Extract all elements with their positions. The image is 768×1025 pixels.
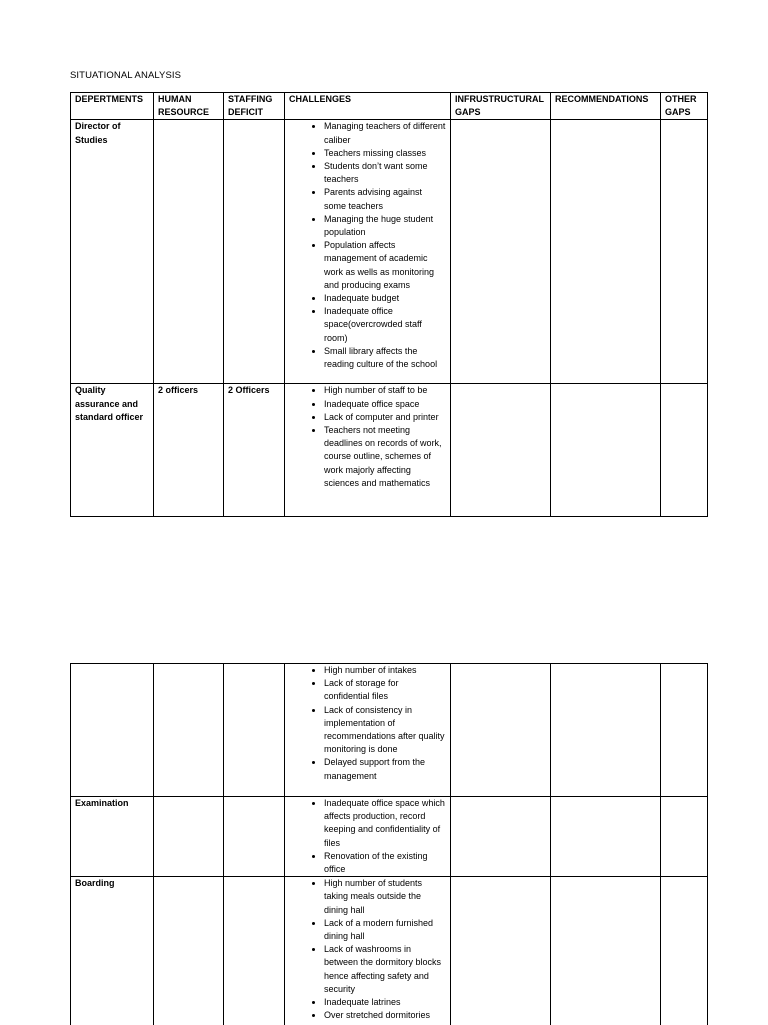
table-row — [71, 797, 708, 877]
challenges-cell — [285, 664, 451, 797]
other-gaps-cell — [661, 664, 708, 797]
challenge-item: • High number of students taking meals outside the dining hall — [324, 877, 446, 917]
challenge-item: • Students don’t want some teachers — [324, 160, 446, 186]
staffing-deficit-cell — [224, 877, 285, 1025]
situational-analysis-table-continued — [70, 663, 708, 1025]
challenge-item: • Small library affects the reading culture of the school — [324, 345, 446, 371]
staffing-deficit-cell — [224, 664, 285, 797]
recommendations-cell — [551, 384, 661, 517]
table-row — [71, 384, 708, 517]
challenge-item: • Managing teachers of different caliber — [324, 120, 446, 146]
challenge-item: • Inadequate office space — [324, 398, 446, 411]
staffing-deficit-cell — [224, 120, 285, 384]
department-cell: Quality assurance and standard officer — [71, 384, 154, 517]
challenges-list — [289, 384, 446, 490]
situational-analysis-table — [70, 92, 708, 517]
challenges-list — [289, 877, 446, 1022]
challenge-item: • Lack of washrooms in between the dormitory blocks hence affecting safety and security — [324, 943, 446, 996]
challenge-item: • Over stretched dormitories — [324, 1009, 446, 1022]
recommendations-cell — [551, 120, 661, 384]
staffing-deficit-cell — [224, 797, 285, 877]
other-gaps-cell — [661, 384, 708, 517]
challenge-item: • Inadequate budget — [324, 292, 446, 305]
infrastructural-gaps-cell — [451, 120, 551, 384]
department-cell — [71, 664, 154, 797]
other-gaps-cell — [661, 877, 708, 1025]
challenge-item: • Lack of a modern furnished dining hall — [324, 917, 446, 943]
recommendations-cell — [551, 877, 661, 1025]
header-recommendations: RECOMMENDATIONS — [551, 93, 661, 120]
challenge-item: • Teachers missing classes — [324, 147, 446, 160]
challenge-item: • Lack of computer and printer — [324, 411, 446, 424]
header-staffing-deficit: STAFFING DEFICIT — [224, 93, 285, 120]
human-resource-cell: 2 officers — [154, 384, 224, 517]
staffing-deficit-cell: 2 Officers — [224, 384, 285, 517]
challenge-item: • Delayed support from the management — [324, 756, 446, 782]
challenges-list — [289, 797, 446, 876]
department-cell: Examination — [71, 797, 154, 877]
recommendations-cell — [551, 797, 661, 877]
challenge-item: • Inadequate office space which affects production, record keeping and confidentiality of files — [324, 797, 446, 850]
challenge-item: • Lack of storage for confidential files — [324, 677, 446, 703]
challenges-cell — [285, 797, 451, 877]
recommendations-cell — [551, 664, 661, 797]
challenge-item: • Renovation of the existing office — [324, 850, 446, 876]
challenges-cell — [285, 120, 451, 384]
document-title: SITUATIONAL ANALYSIS — [70, 70, 182, 81]
human-resource-cell — [154, 877, 224, 1025]
challenge-item: • Inadequate latrines — [324, 996, 446, 1009]
human-resource-cell — [154, 797, 224, 877]
department-cell: Director of Studies — [71, 120, 154, 384]
header-row — [71, 93, 708, 120]
header-departments: DEPERTMENTS — [71, 93, 154, 120]
challenges-list — [289, 664, 446, 783]
infrastructural-gaps-cell — [451, 797, 551, 877]
header-challenges: CHALLENGES — [285, 93, 451, 120]
challenge-item: • Managing the huge student population — [324, 213, 446, 239]
challenge-item: • Population affects management of academic work as wells as monitoring and producing exams — [324, 239, 446, 292]
challenge-item: • Parents advising against some teachers — [324, 186, 446, 212]
infrastructural-gaps-cell — [451, 877, 551, 1025]
challenges-cell — [285, 877, 451, 1025]
infrastructural-gaps-cell — [451, 664, 551, 797]
infrastructural-gaps-cell — [451, 384, 551, 517]
table-row — [71, 877, 708, 1025]
challenge-item: • High number of staff to be — [324, 384, 446, 397]
department-cell: Boarding — [71, 877, 154, 1025]
other-gaps-cell — [661, 797, 708, 877]
challenges-cell — [285, 384, 451, 517]
human-resource-cell — [154, 664, 224, 797]
challenges-list — [289, 120, 446, 371]
challenge-item: • Inadequate office space(overcrowded staff room) — [324, 305, 446, 345]
challenge-item: • Teachers not meeting deadlines on records of work, course outline, schemes of work majorly affecting sciences and mathematics — [324, 424, 446, 490]
challenge-item: • Lack of consistency in implementation of recommendations after quality monitoring is done — [324, 704, 446, 757]
header-infrastructural-gaps: INFRUSTRUCTURAL GAPS — [451, 93, 551, 120]
other-gaps-cell — [661, 120, 708, 384]
human-resource-cell — [154, 120, 224, 384]
table-row — [71, 664, 708, 797]
table-row — [71, 120, 708, 384]
header-other-gaps: OTHER GAPS — [661, 93, 708, 120]
header-human-resource: HUMAN RESOURCE — [154, 93, 224, 120]
challenge-item: • High number of intakes — [324, 664, 446, 677]
